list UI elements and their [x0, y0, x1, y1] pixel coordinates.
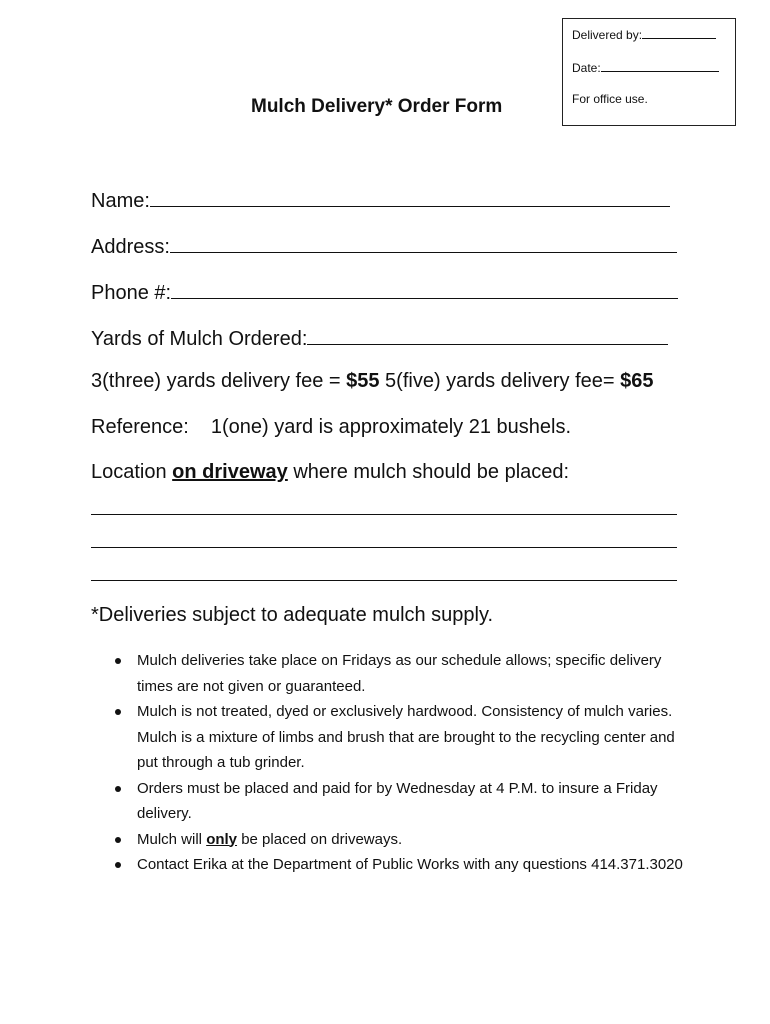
- name-field[interactable]: [150, 187, 670, 207]
- five-yard-fee-label: 5(five) yards delivery fee=: [379, 370, 621, 392]
- location-emphasis: on driveway: [172, 461, 288, 483]
- list-item-text: Orders must be placed and paid for by Wednesday at 4 P.M. to insure a Friday delivery.: [137, 779, 658, 822]
- location-prefix: Location: [91, 461, 173, 483]
- list-item-text: Mulch deliveries take place on Fridays as our schedule allows; specific delivery times are not given or guaranteed.: [137, 652, 662, 695]
- location-field-line-2[interactable]: [91, 547, 677, 548]
- bullet-icon: [115, 709, 121, 715]
- address-row: [91, 233, 677, 259]
- list-item: [113, 699, 683, 776]
- date-label: Date:: [572, 61, 601, 75]
- list-item-emphasis: only: [206, 830, 238, 848]
- phone-field[interactable]: [171, 279, 678, 299]
- list-item-prefix: Mulch will: [137, 830, 207, 848]
- address-field[interactable]: [170, 233, 677, 253]
- list-item: [113, 776, 683, 827]
- delivery-fee-line: [91, 370, 654, 393]
- supply-note: *Deliveries subject to adequate mulch supply.: [91, 604, 494, 626]
- date-row: [572, 60, 719, 75]
- bullet-icon: [115, 837, 121, 843]
- location-field-line-3[interactable]: [91, 580, 677, 581]
- reference-line: [91, 416, 571, 439]
- list-item: [113, 648, 683, 699]
- date-blank[interactable]: [601, 60, 719, 72]
- yards-row: [91, 325, 668, 351]
- list-item-text: Mulch is not treated, dyed or exclusively hardwood. Consistency of mulch varies. Mulch is a mixture of limbs and brush that are brought to the recycling center and put through a tub grinder.: [137, 703, 675, 771]
- five-yard-fee-price: $65: [620, 370, 654, 392]
- office-use-note: For office use.: [572, 92, 648, 106]
- address-label: Address:: [91, 236, 170, 258]
- delivered-by-row: [572, 27, 716, 42]
- delivery-rules-list: [113, 648, 683, 878]
- yards-field[interactable]: [307, 325, 668, 345]
- office-use-box: [562, 18, 736, 126]
- delivered-by-label: Delivered by:: [572, 28, 643, 42]
- location-field-line-1[interactable]: [91, 514, 677, 515]
- three-yard-fee-price: $55: [346, 370, 380, 392]
- location-suffix: where mulch should be placed:: [287, 461, 570, 483]
- bullet-icon: [115, 658, 121, 664]
- list-item-text: Contact Erika at the Department of Public Works with any questions 414.371.3020: [137, 856, 683, 873]
- phone-row: [91, 279, 678, 305]
- phone-label: Phone #:: [91, 282, 172, 304]
- list-item: [113, 827, 683, 853]
- bullet-icon: [115, 786, 121, 792]
- location-line: [91, 461, 569, 484]
- reference-text: 1(one) yard is approximately 21 bushels.: [210, 416, 572, 438]
- name-label: Name:: [91, 190, 150, 212]
- list-item: [113, 852, 683, 878]
- yards-label: Yards of Mulch Ordered:: [91, 328, 308, 350]
- form-title: Mulch Delivery* Order Form: [251, 96, 503, 117]
- three-yard-fee-label: 3(three) yards delivery fee =: [91, 370, 347, 392]
- reference-label: Reference:: [91, 416, 189, 438]
- bullet-icon: [115, 862, 121, 868]
- delivered-by-blank[interactable]: [642, 27, 716, 39]
- list-item-suffix: be placed on driveways.: [237, 830, 403, 848]
- name-row: [91, 187, 670, 213]
